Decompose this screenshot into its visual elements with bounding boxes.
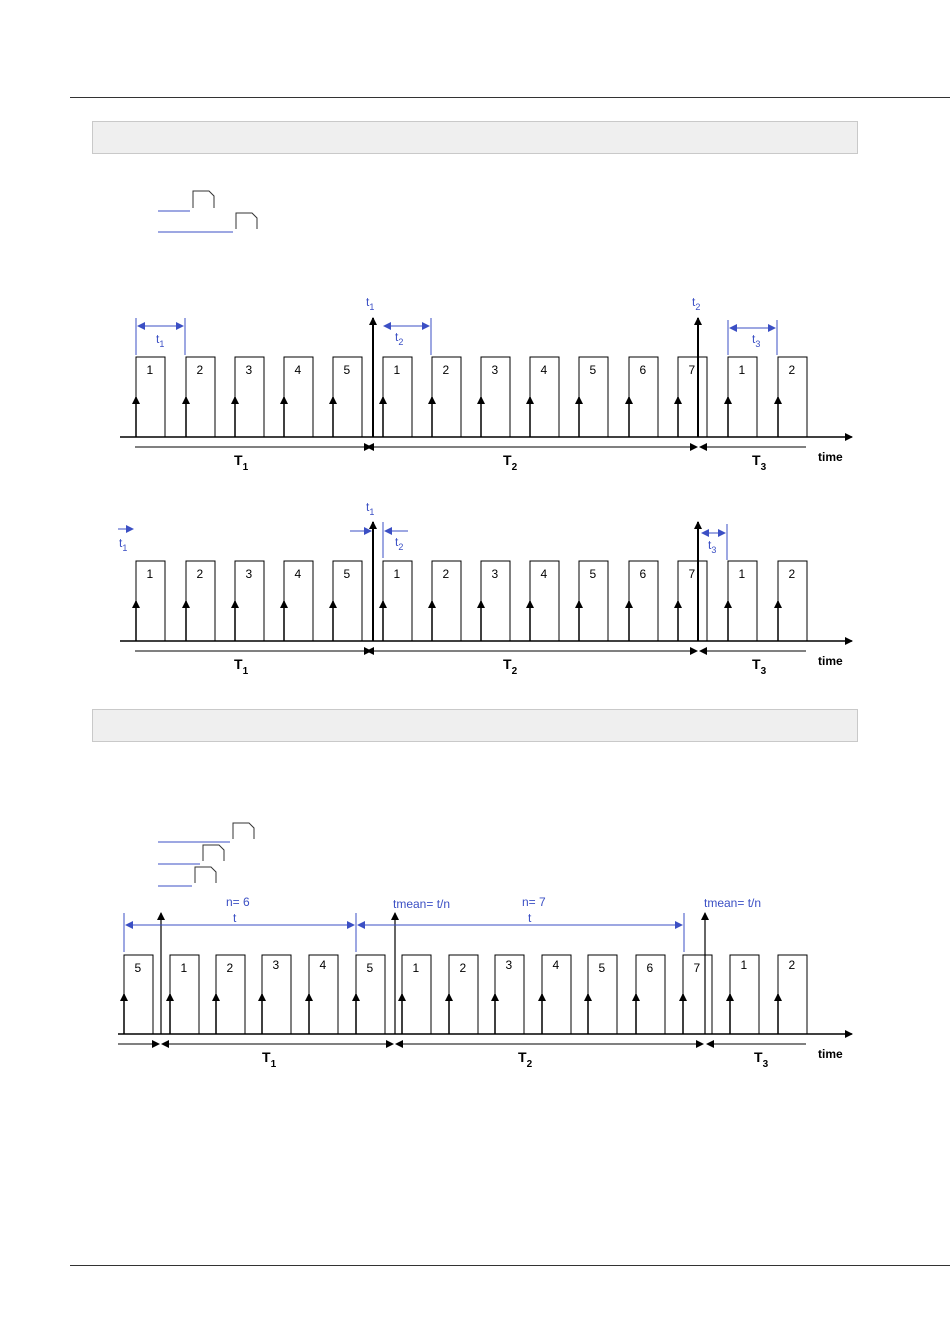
pulse-label: 1 xyxy=(393,567,401,581)
pulse-label: 7 xyxy=(688,567,696,581)
pulse-label: 7 xyxy=(693,961,701,975)
mean-label-2: tmean= t/n xyxy=(704,896,762,910)
count-label-1: n= 6 xyxy=(226,895,250,909)
pulse-label: 1 xyxy=(738,363,746,377)
pulse xyxy=(449,955,478,1034)
pulse-label: 5 xyxy=(343,567,351,581)
pulse-label: 4 xyxy=(294,567,302,581)
pulse xyxy=(124,955,153,1034)
pulse-label: 5 xyxy=(134,961,142,975)
pulse-label: 6 xyxy=(639,567,647,581)
pulse xyxy=(636,955,665,1034)
period-label-t2: $T_2$ xyxy=(503,656,518,677)
pulse-label: 3 xyxy=(272,958,280,972)
pulse-label: 1 xyxy=(393,363,401,377)
pulse-label: 4 xyxy=(552,958,560,972)
pulse-label: 1 xyxy=(146,363,154,377)
delay-label-t1: $t_1$ xyxy=(119,536,128,553)
pulse-label: 2 xyxy=(788,567,796,581)
pulse xyxy=(356,955,385,1034)
pulse xyxy=(309,955,338,1034)
period-label-t3: $T_3$ xyxy=(752,656,767,677)
span-label-2: t xyxy=(528,911,532,925)
mean-label-1: tmean= t/n xyxy=(393,897,451,911)
pulse-label: 2 xyxy=(442,567,450,581)
pulse-label: 4 xyxy=(294,363,302,377)
period-label-t1: $T_1$ xyxy=(234,656,249,677)
pulse-label: 4 xyxy=(540,567,548,581)
marker-label-t1: $t_1$ xyxy=(366,295,375,312)
pulse xyxy=(216,955,245,1034)
pulse xyxy=(170,955,199,1034)
pulse-label: 2 xyxy=(788,363,796,377)
pulse-label: 5 xyxy=(589,567,597,581)
pulse-label: 2 xyxy=(442,363,450,377)
pulse-label: 2 xyxy=(196,567,204,581)
delay-label-t2: $t_2$ xyxy=(395,330,404,347)
pulse-label: 2 xyxy=(459,961,467,975)
pulse-label: 1 xyxy=(180,961,188,975)
pulse-label: 5 xyxy=(598,961,606,975)
pulse xyxy=(495,955,524,1034)
pulse-label: 1 xyxy=(146,567,154,581)
pulse xyxy=(730,955,759,1034)
count-label-2: n= 7 xyxy=(522,895,546,909)
marker-label-t1: $t_1$ xyxy=(366,500,375,517)
pulse xyxy=(778,955,807,1034)
delay-label-t2: $t_2$ xyxy=(395,535,404,552)
pulse-label: 5 xyxy=(343,363,351,377)
delay-label-t1: $t_1$ xyxy=(156,332,165,349)
pulse-label: 2 xyxy=(196,363,204,377)
pulse-label: 4 xyxy=(540,363,548,377)
period-label-t1: $T_1$ xyxy=(262,1049,277,1070)
pulse xyxy=(262,955,291,1034)
pulse-label: 1 xyxy=(412,961,420,975)
pulse-label: 2 xyxy=(226,961,234,975)
period-label-t2: $T_2$ xyxy=(518,1049,533,1070)
pulse-label: 3 xyxy=(245,567,253,581)
pulse-label: 3 xyxy=(491,567,499,581)
period-label-t2: $T_2$ xyxy=(503,452,518,473)
time-axis-label: time xyxy=(818,654,843,668)
delay-label-t3: $t_3$ xyxy=(708,538,717,555)
pulse-label: 3 xyxy=(505,958,513,972)
pulse-label: 6 xyxy=(639,363,647,377)
pulse xyxy=(402,955,431,1034)
pulse-label: 2 xyxy=(788,958,796,972)
time-axis-label: time xyxy=(818,1047,843,1061)
time-axis-label: time xyxy=(818,450,843,464)
marker-label-t2: $t_2$ xyxy=(692,295,701,312)
pulse-label: 1 xyxy=(740,958,748,972)
pulse-label: 4 xyxy=(319,958,327,972)
pulse xyxy=(542,955,571,1034)
period-label-t3: $T_3$ xyxy=(752,452,767,473)
period-label-t1: $T_1$ xyxy=(234,452,249,473)
pulse-label: 1 xyxy=(738,567,746,581)
pulse-label: 5 xyxy=(589,363,597,377)
period-label-t3: $T_3$ xyxy=(754,1049,769,1070)
pulse xyxy=(683,955,712,1034)
delay-label-t3: $t_3$ xyxy=(752,332,761,349)
pulse-label: 3 xyxy=(245,363,253,377)
pulse-label: 6 xyxy=(646,961,654,975)
span-label-1: t xyxy=(233,911,237,925)
pulse xyxy=(588,955,617,1034)
pulse-label: 7 xyxy=(688,363,696,377)
pulse-label: 3 xyxy=(491,363,499,377)
pulse-label: 5 xyxy=(366,961,374,975)
